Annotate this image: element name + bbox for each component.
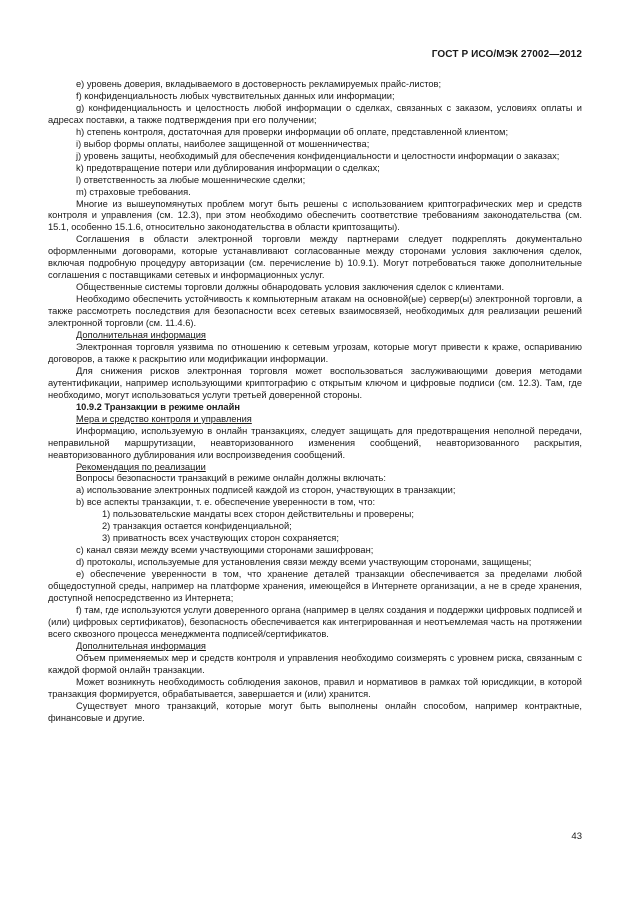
paragraph: Необходимо обеспечить устойчивость к компьютерным атакам на основной(ые) сервер(ы) электронной торговли, а также рассмотреть последствия для безопасности всех сетевых взаимосвязей, необходимых для реализации решений электронной торговли (см. 11.4.6). <box>48 294 582 329</box>
section-subheading: Дополнительная информация <box>76 330 206 341</box>
paragraph: Для снижения рисков электронная торговля может воспользоваться заслуживающими доверия методами аутентификации, например использующими криптографию с открытым ключом и цифровые подписи (см. 12.3). Там, где необходимо, могут использоваться услуги третьей доверенной стороны. <box>48 365 582 400</box>
paragraph: Многие из вышеупомянутых проблем могут быть решены с использованием криптографических мер и средств контроля и управления (см. 12.3), при этом необходимо обеспечить соответствие требованиям законодательства (см. 15.1, особенно 15.1.6, относительно законодательства в области криптозащиты). <box>48 198 582 233</box>
list-item: e) обеспечение уверенности в том, что хранение деталей транзакции обеспечивается за пределами любой общедоступной среды, например на платформе хранения, имеющейся в Интернете организации, а не в среде хранения, доступной непосредственно из Интернета; <box>48 569 582 603</box>
paragraph: h) степень контроля, достаточная для проверки информации об оплате, представленной клиентом; <box>76 126 509 137</box>
paragraph: Существует много транзакций, которые могут быть выполнены онлайн способом, например контрактные, финансовые и другие. <box>48 700 582 723</box>
sub-list-item: 3) приватность всех участвующих сторон сохраняется; <box>102 533 339 544</box>
paragraph: Может возникнуть необходимость соблюдения законов, правил и нормативов в рамках той юрисдикции, в которой транзакция формируется, обрабатывается, завершается и (или) хранится. <box>48 676 582 699</box>
page-header-standard-id: ГОСТ Р ИСО/МЭК 27002—2012 <box>431 49 582 60</box>
section-subheading: Рекомендация по реализации <box>76 461 206 472</box>
paragraph: j) уровень защиты, необходимый для обеспечения конфиденциальности и целостности информации о заказах; <box>76 150 560 161</box>
sub-list-item: 1) пользовательские мандаты всех сторон действительны и проверены; <box>102 509 414 520</box>
paragraph: f) конфиденциальность любых чувствительных данных или информации; <box>76 90 395 101</box>
paragraph: Общественные системы торговли должны обнародовать условия заключения сделок с клиентами. <box>76 282 505 293</box>
paragraph: l) ответственность за любые мошеннические сделки; <box>76 174 306 185</box>
paragraph: Объем применяемых мер и средств контроля и управления необходимо соизмерять с уровнем риска, связанным с каждой формой онлайн транзакции. <box>48 652 582 675</box>
section-subheading: Дополнительная информация <box>76 640 206 651</box>
paragraph: e) уровень доверия, вкладываемого в достоверность рекламируемых прайс-листов; <box>76 79 442 89</box>
paragraph: k) предотвращение потери или дублирования информации о сделках; <box>76 162 380 173</box>
list-item: d) протоколы, используемые для установления связи между всеми участвующим сторонами, защищены; <box>76 557 532 568</box>
section-heading: 10.9.2 Транзакции в режиме онлайн <box>76 401 240 412</box>
paragraph: Соглашения в области электронной торговли между партнерами следует подкреплять документально оформленными договорами, которые устанавливают согласованные между сторонами условия заключения сделок, включая подробную процедуру авторизации (см. перечисление b) 10.9.1). Могут потребоваться также дополнительные соглашения с поставщиками сетевых и информационных услуг. <box>48 234 582 281</box>
paragraph: Информацию, используемую в онлайн транзакциях, следует защищать для предотвращения неполной передачи, неправильной маршрутизации, неавторизованного изменения сообщений, неавторизованного раскрытия, неавторизованного дублирования или воспроизведения сообщений. <box>48 425 582 460</box>
paragraph: Вопросы безопасности транзакций в режиме онлайн должны включать: <box>76 473 386 484</box>
paragraph: g) конфиденциальность и целостность любой информации о сделках, связанных с заказом, условиях оплаты и адресах поставки, а также подтверждения при его получении; <box>48 102 582 125</box>
section-subheading: Мера и средство контроля и управления <box>76 413 252 424</box>
paragraph: Электронная торговля уязвима по отношению к сетевым угрозам, которые могут привести к краже, оспариванию договоров, а также к раскрытию или модификации информации. <box>48 341 582 364</box>
list-item: f) там, где используются услуги доверенного органа (например в целях создания и поддержки цифровых подписей и (или) цифровых сертификатов), безопасность обеспечивается как интегрированная и неотъемлемая часть на протяжении всего сквозного процесса менеджмента подписей/сертификатов. <box>48 604 582 639</box>
paragraph: i) выбор формы оплаты, наиболее защищенной от мошенничества; <box>76 138 370 149</box>
page-number: 43 <box>571 831 582 842</box>
paragraph: m) страховые требования. <box>76 186 191 197</box>
sub-list-item: 2) транзакция остается конфиденциальной; <box>102 521 292 532</box>
document-body <box>48 79 582 724</box>
list-item: c) канал связи между всеми участвующими сторонами зашифрован; <box>76 545 374 556</box>
list-item: b) все аспекты транзакции, т. е. обеспечение уверенности в том, что: <box>76 497 376 508</box>
list-item: а) использование электронных подписей каждой из сторон, участвующих в транзакции; <box>76 485 456 496</box>
